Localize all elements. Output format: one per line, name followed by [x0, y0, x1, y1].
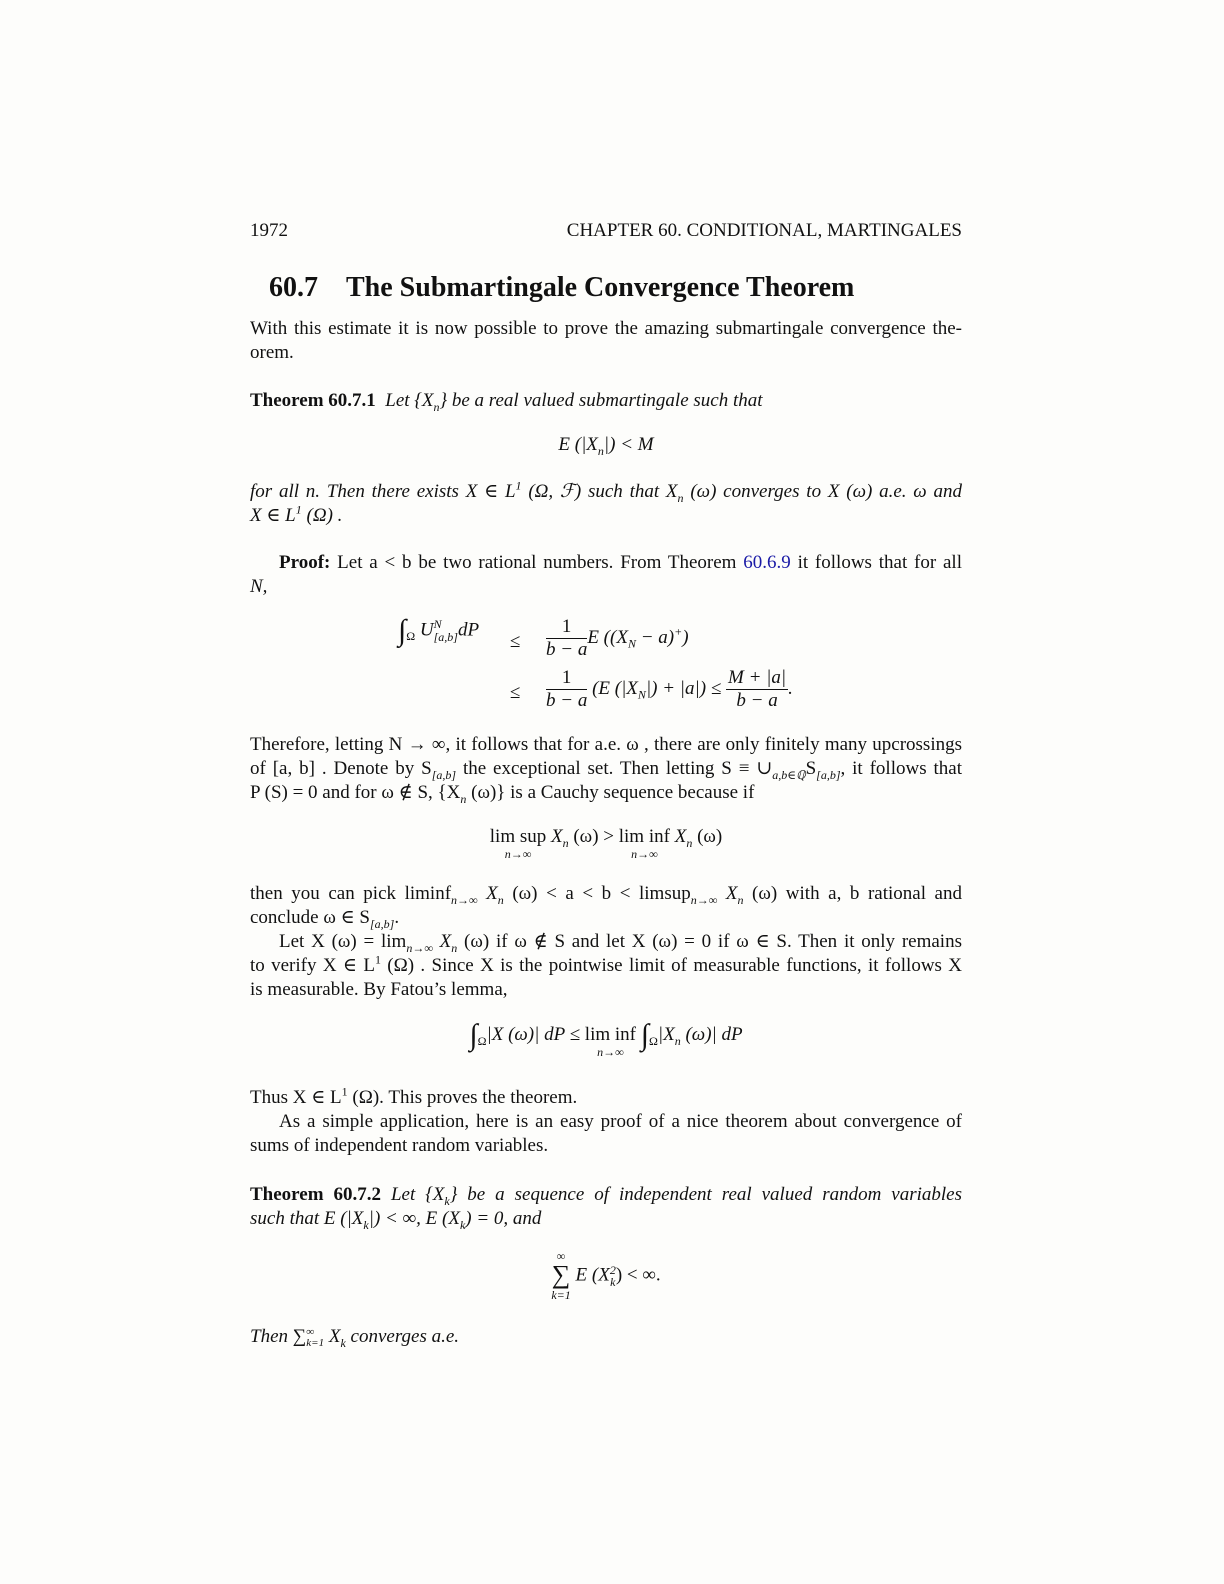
sum-expr-a: E (X: [575, 1264, 610, 1286]
p2-l2d: , it follows that: [840, 758, 962, 779]
page-number: 1972: [250, 220, 288, 241]
t1-text-b: } be a real valued submartingale such that: [439, 390, 763, 411]
p4-l2b: (Ω) . Since X is the pointwise limit of measurable functions, it follows X: [380, 955, 962, 976]
t1-l3b: (Ω) .: [301, 505, 343, 526]
sum-display-eq: [250, 1250, 962, 1302]
fatou-liminf-sub: n→∞: [597, 1045, 624, 1059]
p4-l1b: (ω) if ω ∉ S and let X (ω) = 0 if ω ∈ S. Then it only remains: [457, 931, 962, 952]
frac-num-2: 1: [546, 667, 587, 690]
liminf: lim inf: [618, 826, 670, 847]
p4-l1a: Let X (ω) = lim: [279, 931, 407, 952]
t2-l1-sub: k: [444, 1193, 450, 1208]
t1-eq-a: E (|X: [558, 434, 598, 455]
t1-l2c: (ω) converges to X (ω) a.e. ω and: [683, 481, 963, 502]
t1-eq-sub: n: [597, 443, 604, 458]
eq1-rhs-close: ): [682, 626, 689, 648]
t2-l2c: ) = 0, and: [465, 1208, 542, 1229]
theorem-1-label: Theorem 60.7.1: [250, 390, 376, 411]
proof-text-a: Let a < b be two rational numbers. From Theorem: [330, 552, 744, 573]
para3-line-1: [250, 882, 962, 906]
limsup: lim sup: [489, 826, 547, 847]
running-header: CHAPTER 60. CONDITIONAL, MARTINGALES: [566, 220, 962, 241]
para6-line-1: As a simple application, here is an easy proof of a nice theorem about convergence of: [279, 1111, 962, 1132]
theorem-1-line-3: [250, 504, 962, 528]
p2-l2a: of [a, b] . Denote by S: [250, 758, 432, 779]
fatou-b: |X: [657, 1024, 675, 1045]
concl-sub: k=1: [306, 1336, 325, 1349]
p3-l2b: .: [394, 907, 400, 928]
frac-den-3: b − a: [736, 690, 778, 711]
theorem-link[interactable]: 60.6.9: [743, 552, 791, 573]
sum-sup: 2: [609, 1263, 616, 1277]
leq-2: ≤: [510, 682, 521, 703]
para5: [250, 1086, 962, 1110]
theorem-1-display-eq: [250, 434, 962, 456]
integral-sign: ∫: [398, 614, 407, 647]
proof-line-1: [279, 551, 962, 575]
p3-sub2: n→∞: [690, 892, 718, 907]
p3-l1b: (ω) < a < b < limsup: [503, 883, 691, 904]
p3-n2: n: [737, 892, 744, 907]
t1-eq-b: |) < M: [603, 434, 654, 455]
concl-k: k: [340, 1335, 346, 1350]
frac-num: 1: [546, 616, 587, 639]
lim-eq-c: (ω): [692, 826, 723, 847]
proof-label: Proof:: [279, 552, 331, 573]
para4-line-1: [279, 930, 962, 954]
eq1-lhs: U: [419, 619, 434, 641]
theorem-2-line-1: [250, 1183, 962, 1207]
eq1-rhs-end: − a): [635, 626, 675, 648]
p4-l2a: to verify X ∈ L: [250, 955, 375, 976]
concl-a: Then ∑: [250, 1326, 307, 1347]
eq2-rhs: (E (|X: [592, 677, 638, 699]
frac-num-3: M + |a|: [728, 667, 787, 688]
para2-line-1: Therefore, letting N → ∞, it follows that for a.e. ω , there are only finitely many upcrossings: [250, 734, 962, 755]
para4-line-2: [250, 954, 962, 978]
p3-l1c: (ω) with a, b rational and: [743, 883, 962, 904]
p2-l2-sub: [a,b]: [431, 767, 457, 782]
eq1-sup: N: [433, 617, 442, 631]
lim-eq-sub2: n: [686, 835, 693, 850]
eq-period: .: [788, 677, 793, 699]
t1-l2b: (Ω, ℱ) such that X: [521, 481, 678, 502]
para2-line-3: [250, 781, 962, 805]
fatou-sub: n: [674, 1033, 681, 1048]
t1-l2-sup: 1: [515, 478, 522, 493]
fatou-inequality: [250, 1018, 962, 1059]
p2-l2-sub2: a,b∈ℚ: [772, 767, 806, 782]
p2-l3a: P (S) = 0 and for ω ∉ S, {X: [250, 782, 461, 803]
frac-den: b − a: [546, 639, 588, 660]
fatou-a: |X (ω)| dP ≤: [486, 1024, 585, 1045]
sum-bottom: k=1: [551, 1288, 571, 1302]
p2-l2b: the exceptional set. Then letting S ≡ ∪: [456, 758, 773, 779]
lim-eq-a: X: [546, 826, 563, 847]
eq2-rhs-sub: N: [637, 687, 646, 702]
proof-line-2: N,: [250, 576, 268, 597]
t1-l3-sup: 1: [295, 502, 302, 517]
liminf-sub: n→∞: [631, 847, 658, 861]
t1-l2a: for all n. Then there exists X ∈ L: [250, 481, 516, 502]
para6-line-2: sums of independent random variables.: [250, 1135, 549, 1156]
p4-x: X: [432, 931, 452, 952]
eq1-sub: [a,b]: [433, 630, 458, 644]
eq1-lhs-end: dP: [457, 619, 480, 641]
p5-a: Thus X ∈ L: [250, 1087, 342, 1108]
p4-n: n: [451, 940, 458, 955]
sum-sub: k: [610, 1275, 616, 1289]
lim-eq-b: (ω) >: [568, 826, 619, 847]
sum-symbol: ∑: [551, 1260, 571, 1289]
leq-1: ≤: [510, 631, 521, 652]
inequality-rhs-1: [546, 616, 689, 661]
theorem-2-conclusion: [250, 1325, 962, 1349]
t1-sub: n: [433, 399, 440, 414]
t2-l2a: such that E (|X: [250, 1208, 364, 1229]
section-title: The Submartingale Convergence Theorem: [346, 272, 855, 303]
lim-eq-a2: X: [669, 826, 687, 847]
p3-n1: n: [497, 892, 504, 907]
p2-l3-sub: n: [460, 791, 467, 806]
para4-line-3: is measurable. By Fatou’s lemma,: [250, 979, 508, 1000]
t1-l2-sub: n: [677, 490, 684, 505]
p3-l1a: then you can pick liminf: [250, 883, 452, 904]
eq2-rhs-end: |) + |a|) ≤: [645, 677, 722, 699]
theorem-1-line-2: [250, 480, 962, 504]
t2-l1b: } be a sequence of independent real valued random variables: [449, 1184, 963, 1205]
intro-line-1: With this estimate it is now possible to prove the amazing submartingale convergence the-: [250, 318, 962, 339]
theorem-2-label: Theorem 60.7.2: [250, 1184, 381, 1205]
p4-sub: n→∞: [406, 940, 433, 955]
concl-sup: ∞: [306, 1325, 315, 1338]
eq1-rhs-sup: +: [674, 624, 683, 639]
sum-top: ∞: [556, 1249, 566, 1263]
sum-expr-b: ) < ∞.: [615, 1264, 661, 1286]
fatou-c: (ω)| dP: [680, 1024, 743, 1045]
limsup-sub: n→∞: [504, 847, 532, 861]
t2-l1: Let {X: [390, 1184, 445, 1205]
omega-sub-3: Ω: [648, 1033, 658, 1048]
section-number: 60.7: [269, 272, 318, 303]
t1-l3a: X ∈ L: [250, 505, 296, 526]
integral-sign-3: ∫: [640, 1018, 649, 1052]
p4-sup: 1: [374, 952, 381, 967]
p3-x1: X: [477, 883, 498, 904]
proof-text-b: it follows that for all: [790, 552, 962, 573]
theorem-2-line-2: [250, 1207, 962, 1231]
p3-l2a: conclude ω ∈ S: [250, 907, 370, 928]
para3-line-2: [250, 906, 962, 930]
eq1-rhs-sub: N: [627, 636, 636, 651]
concl-b: X: [324, 1326, 341, 1347]
t2-l2b: |) < ∞, E (X: [368, 1208, 460, 1229]
t2-l2-sub1: k: [363, 1217, 369, 1232]
inequality-rhs-2: [546, 667, 793, 712]
theorem-1-statement: [250, 389, 962, 413]
frac-den-2: b − a: [546, 690, 588, 711]
inequality-row-1: [398, 614, 480, 647]
omega-sub: Ω: [406, 629, 416, 644]
p3-l2-sub: [a,b]: [369, 916, 395, 931]
p5-b: (Ω). This proves the theorem.: [347, 1087, 578, 1108]
section-heading: [269, 272, 854, 304]
limsup-liminf-eq: [250, 826, 962, 860]
p5-sup: 1: [341, 1084, 348, 1099]
t1-text: Let {X: [385, 390, 434, 411]
eq1-rhs: E ((X: [587, 626, 628, 648]
p3-sub1: n→∞: [451, 892, 478, 907]
fatou-liminf: lim inf: [584, 1024, 636, 1045]
lim-eq-sub: n: [562, 835, 569, 850]
omega-sub-2: Ω: [477, 1033, 487, 1048]
para2-line-2: [250, 757, 962, 781]
t2-l2-sub2: k: [459, 1217, 466, 1232]
p2-l2c: S: [805, 758, 817, 779]
integral-sign-2: ∫: [469, 1018, 478, 1052]
p2-l2-sub3: [a,b]: [816, 767, 841, 782]
intro-line-2: orem.: [250, 342, 294, 363]
p2-l3b: (ω)} is a Cauchy sequence because if: [466, 782, 755, 803]
p3-x2: X: [717, 883, 738, 904]
concl-c: converges a.e.: [345, 1326, 460, 1347]
